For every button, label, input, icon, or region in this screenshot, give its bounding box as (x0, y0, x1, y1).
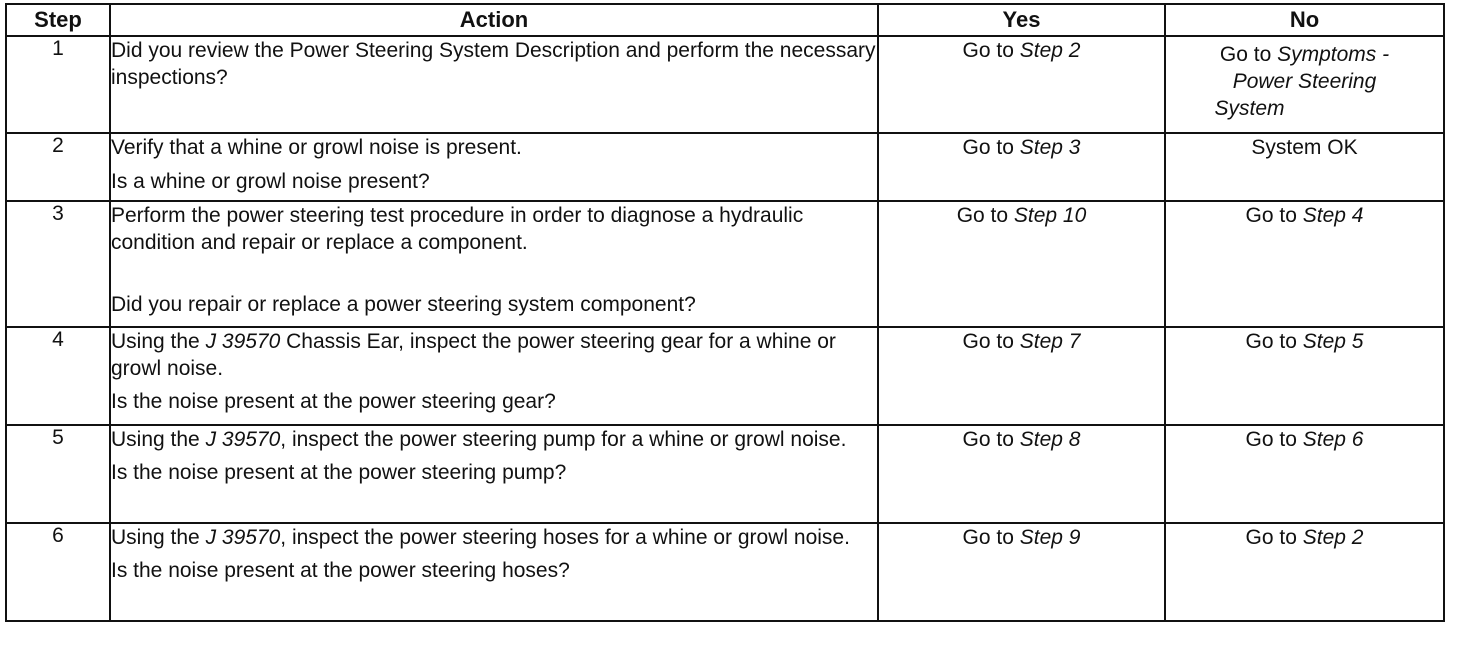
yes-cell (878, 133, 1165, 201)
header-action: Action (110, 4, 878, 36)
yes-step-link[interactable]: Step 9 (1019, 526, 1081, 549)
action-text (111, 426, 877, 453)
yes-step-link[interactable]: Step 7 (1019, 330, 1081, 353)
action-text: Verify that a whine or growl noise is present. (111, 136, 522, 159)
no-result-text: System OK (1251, 136, 1358, 159)
yes-step-link[interactable]: Step 3 (1019, 136, 1081, 159)
no-cell (1165, 523, 1444, 621)
yes-step-link[interactable]: Step 8 (1019, 428, 1081, 451)
yes-prefix: Go to (956, 204, 1014, 227)
step-number: 4 (6, 327, 110, 425)
action-question: Is the noise present at the power steering hoses? (111, 559, 570, 582)
table-row (6, 327, 1444, 425)
yes-step-link[interactable]: Step 2 (1019, 39, 1081, 62)
header-yes: Yes (878, 4, 1165, 36)
action-cell (110, 133, 878, 201)
yes-prefix: Go to (962, 428, 1020, 451)
no-step-link[interactable]: Step 2 (1302, 526, 1364, 549)
table-row (6, 201, 1444, 327)
no-cell (1165, 133, 1444, 201)
no-step-link[interactable]: Step 4 (1302, 204, 1364, 227)
no-symptoms-link-line2[interactable]: Power Steering (1232, 70, 1377, 93)
no-prefix: Go to (1245, 204, 1303, 227)
header-row (6, 4, 1444, 36)
header-step: Step (6, 4, 110, 36)
action-question: Is the noise present at the power steering pump? (111, 461, 567, 484)
table-row (6, 133, 1444, 201)
yes-cell (878, 201, 1165, 327)
no-cell (1165, 425, 1444, 523)
yes-cell (878, 36, 1165, 133)
action-text (111, 328, 877, 382)
no-prefix: Go to (1245, 428, 1303, 451)
action-cell (110, 523, 878, 621)
no-symptoms-link[interactable]: Symptoms - (1277, 43, 1390, 66)
tool-name: J 39570 (205, 526, 281, 549)
action-text (111, 524, 877, 551)
no-symptoms-link-line3[interactable]: System (1214, 97, 1285, 120)
table-row (6, 523, 1444, 621)
action-cell (110, 425, 878, 523)
no-prefix: Go to (1245, 526, 1303, 549)
no-cell (1165, 327, 1444, 425)
action-question: Is a whine or growl noise present? (111, 170, 430, 193)
action-question: Is the noise present at the power steering gear? (111, 390, 556, 413)
step-number: 2 (6, 133, 110, 201)
step-number: 3 (6, 201, 110, 327)
yes-prefix: Go to (962, 330, 1020, 353)
yes-cell (878, 523, 1165, 621)
tool-name: J 39570 (205, 330, 281, 353)
action-text: Did you review the Power Steering System Description and perform the necessary inspections? (111, 39, 876, 89)
action-text: Perform the power steering test procedure in order to diagnose a hydraulic condition and repair or replace a component. (111, 204, 804, 254)
tool-name: J 39570 (205, 428, 281, 451)
action-text-post: Chassis Ear, inspect the power steering gear for a whine or growl noise. (111, 330, 836, 380)
no-prefix: Go to (1219, 43, 1278, 66)
table-row (6, 36, 1444, 133)
table-row (6, 425, 1444, 523)
action-text-post: , inspect the power steering pump for a whine or growl noise. (280, 428, 847, 451)
no-step-link[interactable]: Step 6 (1302, 428, 1364, 451)
action-cell (110, 327, 878, 425)
yes-cell (878, 425, 1165, 523)
header-no: No (1165, 4, 1444, 36)
action-question: Did you repair or replace a power steering system component? (111, 293, 696, 316)
no-cell (1165, 36, 1444, 133)
yes-step-link[interactable]: Step 10 (1013, 204, 1087, 227)
action-text-pre: Using the (111, 526, 206, 549)
step-number: 5 (6, 425, 110, 523)
no-prefix: Go to (1245, 330, 1303, 353)
action-cell (110, 201, 878, 327)
diagnostic-table (5, 3, 1445, 622)
action-text-pre: Using the (111, 428, 206, 451)
no-cell (1165, 201, 1444, 327)
action-cell (110, 36, 878, 133)
yes-prefix: Go to (962, 39, 1020, 62)
yes-cell (878, 327, 1165, 425)
yes-prefix: Go to (962, 526, 1020, 549)
yes-prefix: Go to (962, 136, 1020, 159)
action-text-pre: Using the (111, 330, 206, 353)
no-step-link[interactable]: Step 5 (1302, 330, 1364, 353)
action-text-post: , inspect the power steering hoses for a whine or growl noise. (280, 526, 850, 549)
step-number: 1 (6, 36, 110, 133)
step-number: 6 (6, 523, 110, 621)
